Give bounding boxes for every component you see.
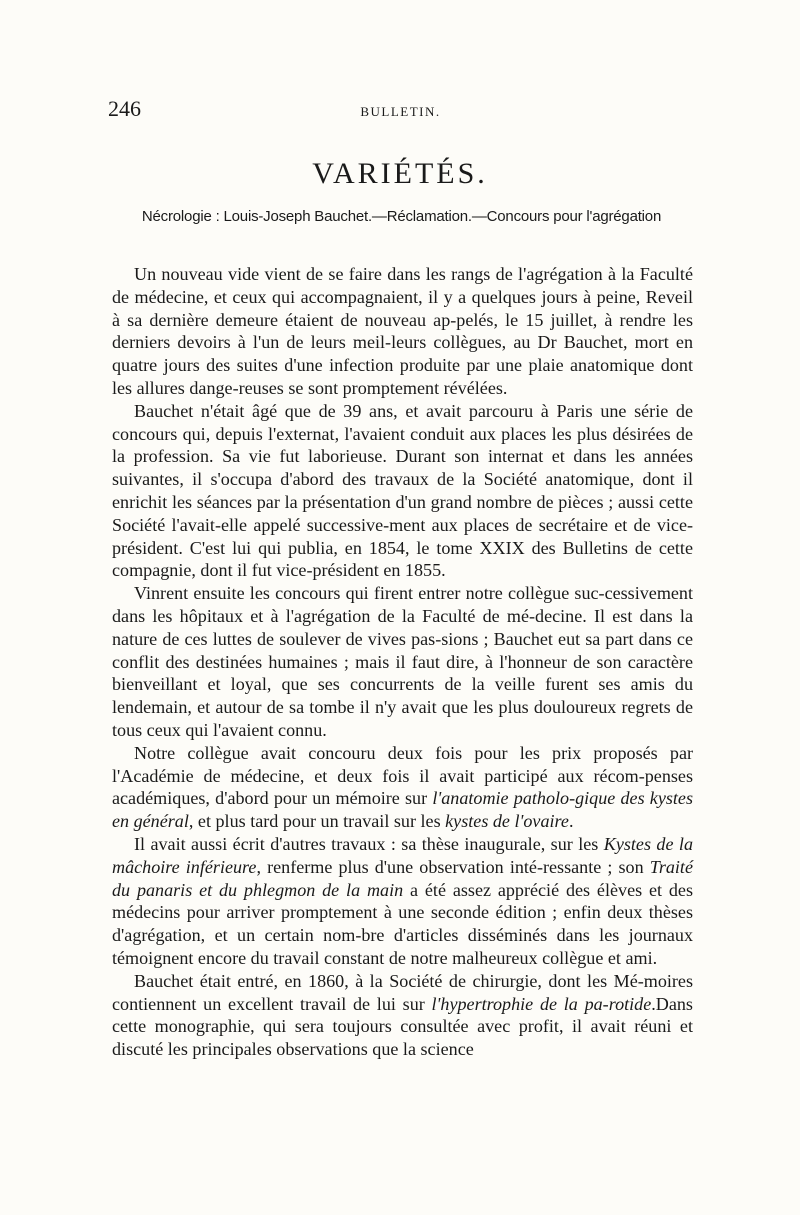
page-number: 246 (108, 96, 141, 121)
section-title: VARIÉTÉS. (312, 157, 488, 190)
paragraph-5-italic-2: Traité du panaris et du phlegmon de la main (112, 856, 693, 900)
section-subtitle: Nécrologie : Louis-Joseph Bauchet.—Réclamation.—Concours pour l'agrégation (141, 208, 662, 225)
article-body (112, 263, 693, 1061)
page-header (108, 96, 693, 126)
paragraph-1: Un nouveau vide vient de se faire dans les rangs de l'agrégation à la Faculté de médecine, et ceux qui accompagnaient, il y a quelques jours à peine, Reveil à sa dernière demeure étaient de nouveau ap-pelés, le 15 juillet, à rendre les derniers devoirs à l'un de leurs meil-leurs collègues, au Dr Bauchet, mort en quatre jours des suites d'une infection produite par une plaie anatomique dont les allures dange-reuses se sont promptement révélées. (112, 264, 693, 398)
paragraph-6-text-b: .Dans cette monographie, qui sera toujours consultée avec profit, il avait réuni et discuté les principales observations que la science (112, 993, 693, 1060)
paragraph-4 (112, 742, 693, 833)
paragraph-5-text-b: , renferme plus d'une observation inté-ressante ; son (256, 856, 650, 877)
running-head: BULLETIN. (360, 104, 441, 119)
paragraph-3: Vinrent ensuite les concours qui firent entrer notre collègue suc-cessivement dans les hôpitaux et à l'agrégation de la Faculté de mé-decine. Il est dans la nature de ces luttes de soulever de vives pas-sions ; Bauchet eut sa part dans ce conflit des destinées humaines ; mais il faut dire, à l'honneur de son caractère bienveillant et loyal, que ses concurrents de la veille furent ses amis du lendemain, et autour de sa tombe il n'y avait que les plus douloureux regrets de tous ceux qui l'avaient connu. (112, 583, 693, 740)
paragraph-5-text-a: Il avait aussi écrit d'autres travaux : sa thèse inaugurale, sur les (134, 833, 604, 854)
paragraph-4-italic-1: l'anatomie patholo-gique des kystes en général (112, 788, 694, 832)
paragraph-5 (112, 833, 693, 970)
paragraph-6-italic-1: l'hypertrophie de la pa-rotide (431, 993, 652, 1014)
paragraph-4-text-a: Notre collègue avait concouru deux fois pour les prix proposés par l'Académie de médecine, et deux fois il avait participé aux récom-penses académiques, d'abord pour un mémoire sur (112, 742, 693, 809)
paragraph-4-text-c: . (568, 811, 574, 832)
paragraph-2: Bauchet n'était âgé que de 39 ans, et avait parcouru à Paris une série de concours qui, depuis l'externat, l'avaient conduit aux places les plus désirées de la profession. Sa vie fut laborieuse. Durant son internat et dans les années suivantes, il s'occupa d'abord des travaux de la Société anatomique, dont il enrichit les séances par la présentation d'un grand nombre de pièces ; aussi cette Société l'avait-elle appelé successive-ment aux places de secrétaire et de vice-président. C'est lui qui publia, en 1854, le tome XXIX des Bulletins de cette compagnie, dont il fut vice-président en 1855. (112, 400, 693, 581)
paragraph-6 (112, 970, 693, 1061)
paragraph-6-text-a: Bauchet était entré, en 1860, à la Société de chirurgie, dont les Mé-moires contiennent un excellent travail de lui sur (112, 970, 693, 1014)
paragraph-4-text-b: , et plus tard pour un travail sur les (188, 811, 446, 832)
paragraph-5-text-c: a été assez apprécié des élèves et des médecins pour arriver promptement à une seconde édition ; enfin deux thèses d'agrégation, et un certain nom-bre d'articles disséminés dans les journaux témoignent encore du travail constant de notre malheureux collègue et ami. (112, 879, 694, 968)
paragraph-5-italic-1: Kystes de la mâchoire inférieure (112, 833, 693, 877)
paragraph-4-italic-2: kystes de l'ovaire (445, 811, 569, 832)
